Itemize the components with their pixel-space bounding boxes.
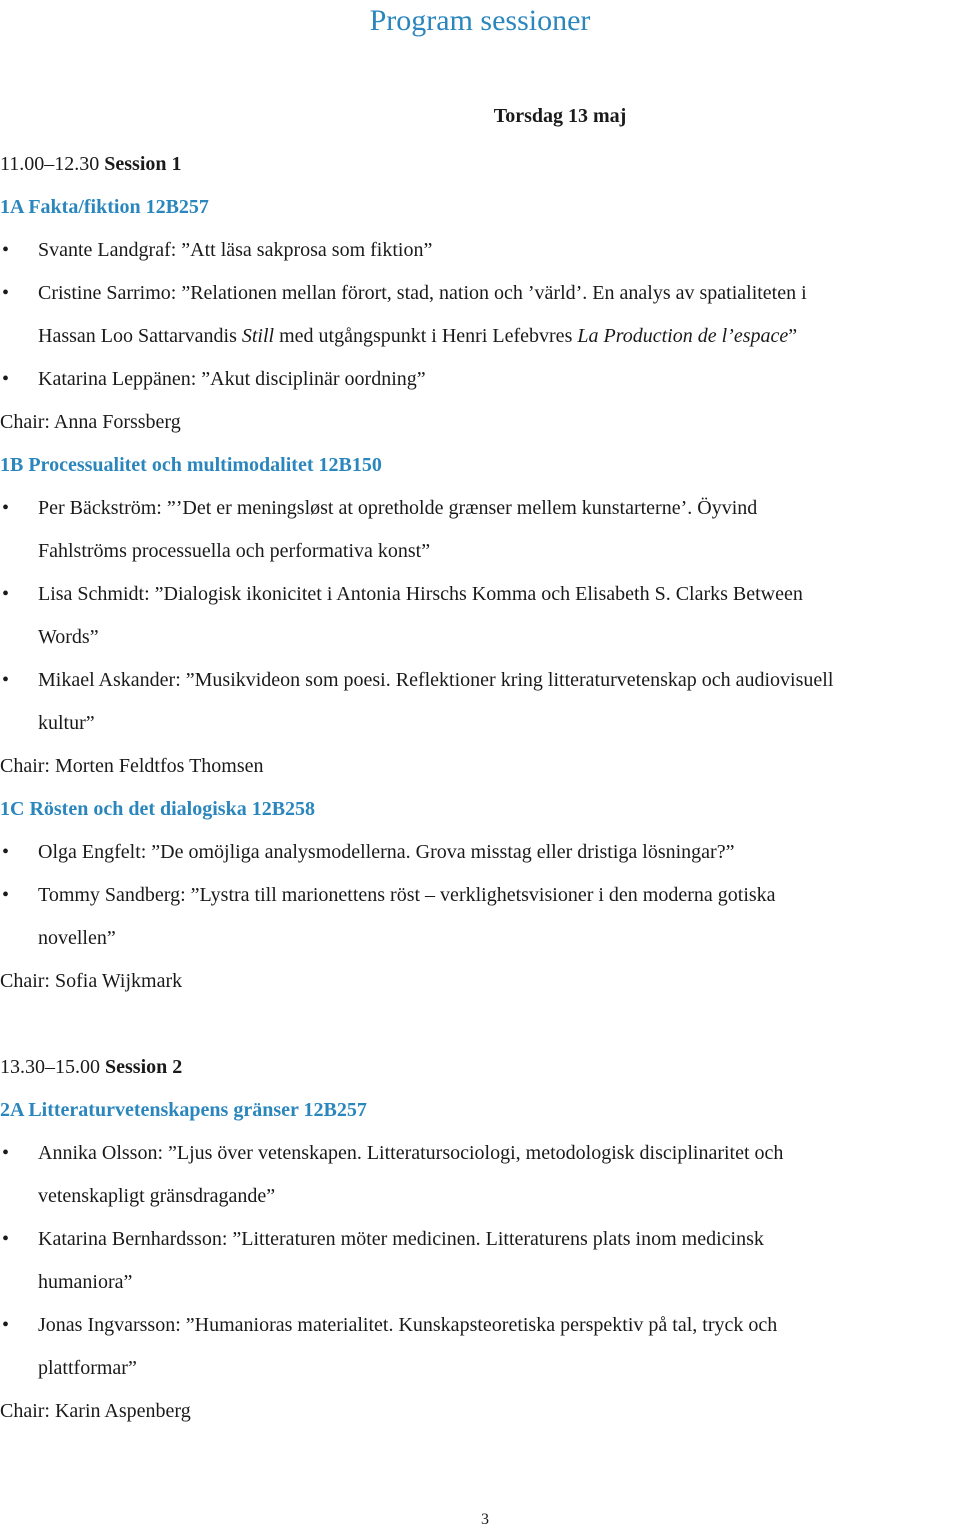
list-item — [0, 874, 960, 960]
bullet-icon: • — [2, 282, 10, 304]
list-item — [0, 229, 960, 272]
page-number: 3 — [481, 1511, 489, 1528]
list-item-text: Svante Landgraf: ”Att läsa sakprosa som fiktion” — [38, 239, 433, 261]
list-item-text-line1: Cristine Sarrimo: ”Relationen mellan förort, stad, nation och ’värld’. En analys av spatialiteten i — [38, 282, 807, 304]
list-item — [0, 1218, 960, 1304]
list-item-text — [38, 272, 960, 358]
list-item-text: Katarina Bernhardsson: ”Litteraturen möter medicinen. Litteraturens plats inom medicinsk humaniora” — [38, 1228, 764, 1293]
session-1-label: Session 1 — [104, 153, 182, 175]
list-item — [0, 831, 960, 874]
session-2-label: Session 2 — [105, 1056, 183, 1078]
list-item-text: Lisa Schmidt: ”Dialogisk ikonicitet i Antonia Hirschs Komma och Elisabeth S. Clarks Between Words” — [38, 583, 803, 648]
list-item-text: Katarina Leppänen: ”Akut disciplinär oordning” — [38, 368, 426, 390]
group-1c-heading: 1C Rösten och det dialogiska 12B258 — [0, 798, 316, 820]
chair-1b: Chair: Morten Feldtfos Thomsen — [0, 755, 264, 777]
list-item-text: Tommy Sandberg: ”Lystra till marionettens röst – verklighetsvisioner i den moderna gotiska novellen” — [38, 884, 776, 949]
list-item-text: Olga Engfelt: ”De omöjliga analysmodellerna. Grova misstag eller dristiga lösningar?” — [38, 841, 735, 863]
bullet-icon: • — [2, 239, 10, 261]
bullet-icon: • — [2, 841, 10, 863]
session-1-time: 11.00–12.30 — [0, 153, 100, 175]
bullet-icon: • — [2, 583, 10, 605]
session-2-heading — [0, 1046, 960, 1089]
list-item-text-line2e: ” — [788, 325, 798, 347]
group-2a-heading: 2A Litteraturvetenskapens gränser 12B257 — [0, 1099, 367, 1121]
bullet-icon: • — [2, 669, 10, 691]
list-item-text: Mikael Askander: ”Musikvideon som poesi. Reflektioner kring litteraturvetenskap och audiovisuell kultur” — [38, 669, 834, 734]
program-content — [0, 143, 960, 1433]
session-1-heading — [0, 143, 960, 186]
list-item — [0, 1132, 960, 1218]
bullet-icon: • — [2, 1228, 10, 1250]
list-item-text-line2a: Hassan Loo Sattarvandis — [38, 325, 242, 347]
session-2-time: 13.30–15.00 — [0, 1056, 100, 1078]
spacer — [0, 1003, 960, 1046]
list-item — [0, 358, 960, 401]
italic-title-still: Still — [241, 325, 275, 347]
group-1b-heading: 1B Processualitet och multimodalitet 12B150 — [0, 454, 382, 476]
chair-1a: Chair: Anna Forssberg — [0, 411, 181, 433]
chair-2a: Chair: Karin Aspenberg — [0, 1400, 191, 1422]
bullet-icon: • — [2, 368, 10, 390]
list-item — [0, 573, 960, 659]
group-1a-heading: 1A Fakta/fiktion 12B257 — [0, 196, 209, 218]
chair-1c: Chair: Sofia Wijkmark — [0, 970, 183, 992]
bullet-icon: • — [2, 1314, 10, 1336]
bullet-icon: • — [2, 884, 10, 906]
page-title: Program sessioner — [369, 4, 591, 37]
list-item-text: Jonas Ingvarsson: ”Humanioras materialitet. Kunskapsteoretiska perspektiv på tal, tryck och plattformar” — [38, 1314, 778, 1379]
list-item — [0, 1304, 960, 1390]
bullet-icon: • — [2, 497, 10, 519]
italic-title-production: La Production de l’espace — [577, 325, 789, 347]
list-item — [0, 487, 960, 573]
list-item — [0, 659, 960, 745]
list-item-text: Annika Olsson: ”Ljus över vetenskapen. Litteratursociologi, metodologisk disciplinaritet och vetenskapligt gränsdragande” — [38, 1142, 784, 1207]
date-heading: Torsdag 13 maj — [493, 105, 627, 127]
list-item-text: Per Bäckström: ”’Det er meningsløst at opretholde grænser mellem kunstarterne’. Öyvind Fahlströms processuella och performativa konst” — [38, 497, 758, 562]
list-item — [0, 272, 960, 358]
bullet-icon: • — [2, 1142, 10, 1164]
list-item-text-line2c: med utgångspunkt i Henri Lefebvres — [274, 325, 578, 347]
